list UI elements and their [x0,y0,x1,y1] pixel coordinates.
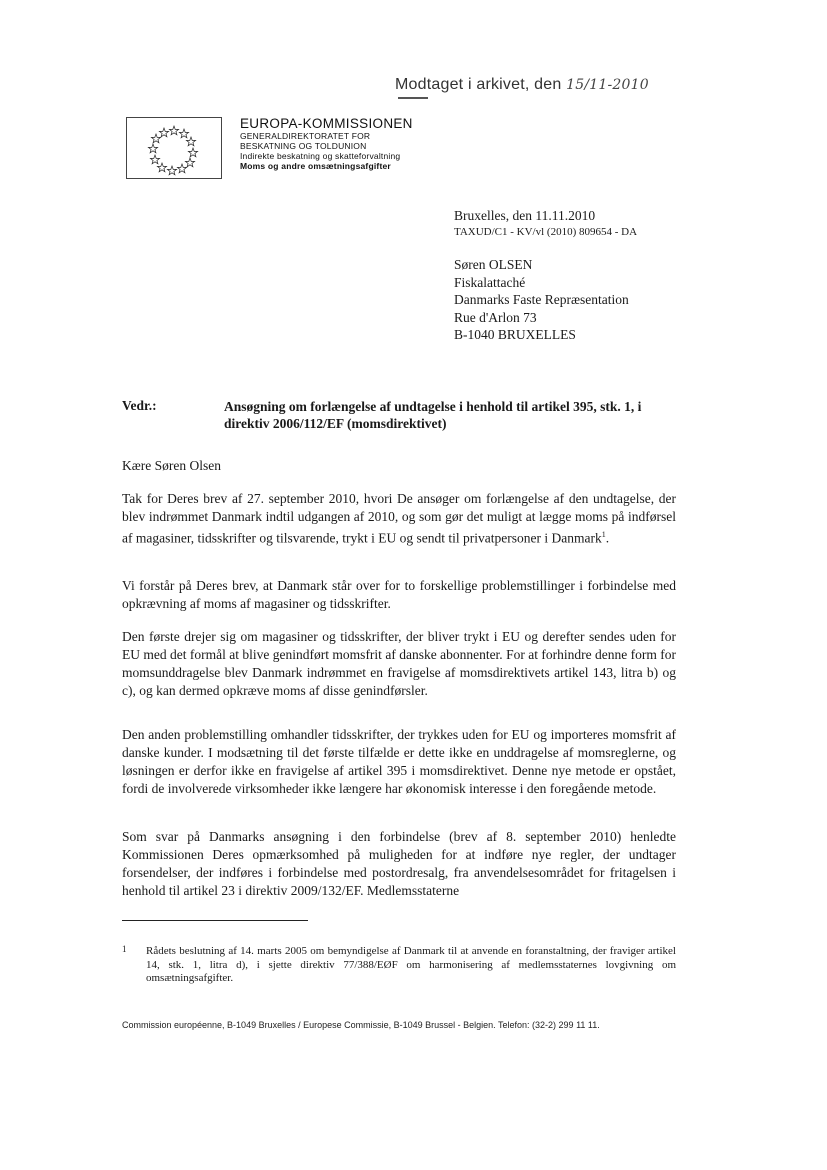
header-line-2: BESKATNING OG TOLDUNION [240,141,367,151]
header-line-3: Indirekte beskatning og skatteforvaltning [240,151,401,161]
place-date-block [454,208,637,240]
organisation-header [240,116,413,171]
footnote [122,945,676,986]
place-date: Bruxelles, den 11.11.2010 [454,208,596,223]
paragraph-2: Vi forstår på Deres brev, at Danmark står over for to forskellige problemstillinger i forbindelse med opkrævning af moms af magasiner og tidsskrifter. [122,578,676,611]
header-line-1: GENERALDIREKTORATET FOR [240,131,371,141]
recipient-line-3: Danmarks Faste Repræsentation [454,292,629,307]
eu-flag-logo [126,117,222,179]
subject-label: Vedr.: [122,398,157,413]
header-line-4: Moms og andre omsætningsafgifter [240,161,391,171]
paragraph-3: Den første drejer sig om magasiner og tidsskrifter, der bliver trykt i EU og derefter sendes uden for EU med det formål at blive genindført momsfrit af danske abonnenter. For at forhindre denne form for momsunddragelse blev Danmark indrømmet en fravigelse af momsdirektivets artikel 143, litra b) og c), og kan dermed opkræve moms af disse genindførsler. [122,629,676,698]
archive-stamp-text: Modtaget i arkivet, den [395,76,562,93]
footnote-divider [122,920,308,921]
stamp-underline [398,97,428,99]
archive-stamp [395,76,649,94]
reference-number: TAXUD/C1 - KV/vl (2010) 809654 - DA [454,226,638,238]
footnote-text: Rådets beslutning af 14. marts 2005 om bemyndigelse af Danmark til at anvende en foranstaltning, der fraviger artikel 14, stk. 1, litra d), i sjette direktiv 77/388/EØF om harmonisering af medlemsstaternes lovgivning om omsætningsafgifter. [146,945,676,984]
archive-stamp-date: 15/11-2010 [566,77,649,93]
footnote-number: 1 [122,944,127,954]
recipient-line-5: B-1040 BRUXELLES [454,327,576,342]
recipient-line-4: Rue d'Arlon 73 [454,309,537,325]
subject-text: Ansøgning om forlængelse af undtagelse i henhold til artikel 395, stk. 1, i direktiv 2006/112/EF (momsdirektivet) [224,399,642,431]
page-footer: Commission européenne, B-1049 Bruxelles / Europese Commissie, B-1049 Brussel - Belgien. Telefon: (32-2) 299 11 11. [122,1020,600,1030]
salutation: Kære Søren Olsen [122,458,221,473]
organisation-name: EUROPA-KOMMISSIONEN [240,116,413,131]
paragraph-5: Som svar på Danmarks ansøgning i den forbindelse (brev af 8. september 2010) henledte Kommissionen Deres opmærksomhed på muligheden for at indføre nye regler, der undtager forsendelser, der indføres i forbindelse med postordresalg, fra anvendelsesområdet for fritagelsen i henhold til artikel 23 i direktiv 2009/132/EF. Medlemsstaterne [122,829,676,898]
paragraph-1-end: . [605,530,610,546]
eu-stars-icon [127,118,221,178]
paragraph-4: Den anden problemstilling omhandler tidsskrifter, der trykkes uden for EU og importeres momsfrit af danske kunder. I modsætning til det første tilfælde er dette ikke en unddragelse af momsreglerne, og løsningen er derfor ikke en fravigelse af artikel 395 i momsdirektivet. Denne nye metode er opstået, fordi de involverede virksomheder ikke længere har økonomisk interesse i den foregående metode. [122,727,676,796]
recipient-line-1: Søren OLSEN [454,257,533,272]
paragraph-1 [122,490,676,548]
footnote-reference: 1 [601,530,606,539]
paragraph-1-text: Tak for Deres brev af 27. september 2010, hvori De ansøger om forlængelse af den undtagelse, der blev indrømmet Danmark indtil udgangen af 2010, og som gør det muligt at lægge moms på indførsel af magasiner, tidsskrifter og tilsvarende, trykt i EU og sendt til privatpersoner i Danmark [122,491,676,546]
recipient-line-2: Fiskalattaché [454,274,526,290]
recipient-address [454,256,629,344]
